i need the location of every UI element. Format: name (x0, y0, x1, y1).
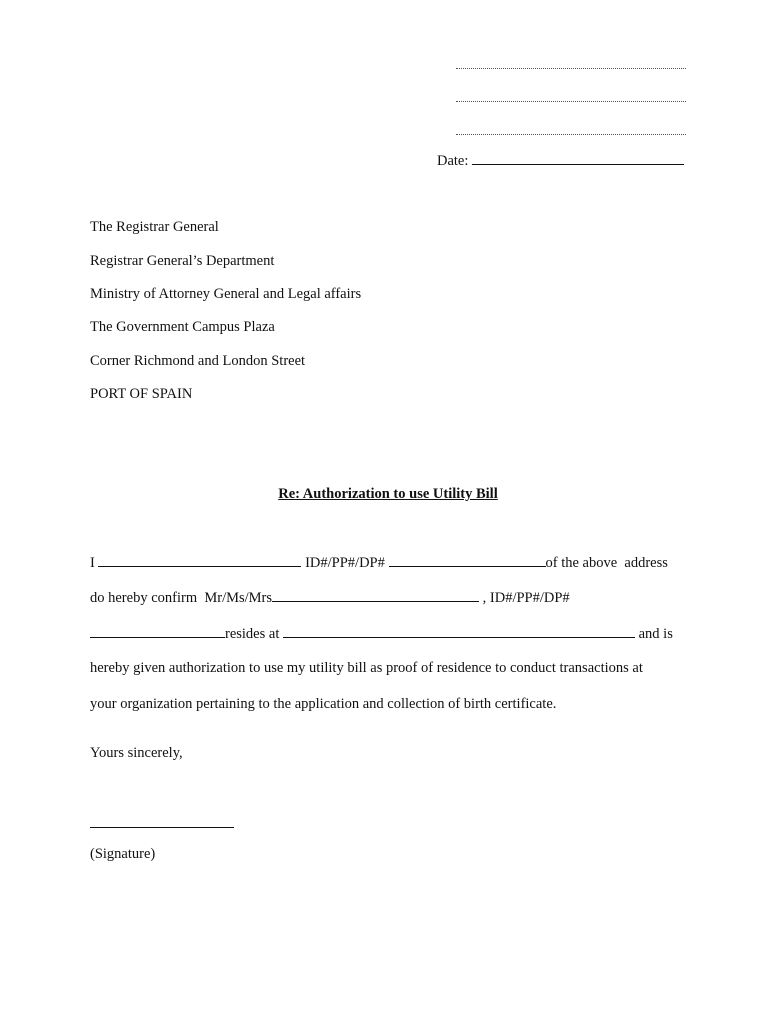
body-l1-suffix: of the above address (545, 555, 668, 571)
sender-address-line-1 (456, 56, 686, 69)
signature-line (90, 815, 234, 828)
date-blank (472, 152, 684, 165)
sender-address-line-3 (456, 122, 686, 135)
body-l2-id-label: , ID#/PP#/DP# (482, 590, 570, 606)
body-line-5: your organization pertaining to the application and collection of birth certificate. (90, 696, 557, 712)
recipient-line-6: PORT OF SPAIN (90, 386, 193, 402)
recipient-line-1: The Registrar General (90, 219, 219, 235)
recipient-line-4: The Government Campus Plaza (90, 319, 275, 335)
recipient-line-5: Corner Richmond and London Street (90, 353, 306, 369)
closing-text: Yours sincerely, (90, 745, 183, 761)
body-l1-prefix: I (90, 555, 95, 571)
date-label: Date: (437, 153, 469, 169)
recipient-line-2: Registrar General’s Department (90, 253, 275, 269)
sender-address-line-2 (456, 89, 686, 102)
body-l3-suffix: and is (638, 626, 673, 642)
subject-heading: Re: Authorization to use Utility Bill (278, 486, 498, 502)
signature-label: (Signature) (90, 846, 156, 862)
body-line-4: hereby given authorization to use my utility bill as proof of residence to conduct transactions at (90, 660, 643, 676)
body-line-1 (90, 554, 668, 572)
body-l2-prefix: do hereby confirm Mr/Ms/Mrs (90, 590, 273, 606)
id-blank-1 (389, 554, 546, 567)
body-l1-id-label: ID#/PP#/DP# (305, 555, 385, 571)
body-line-3 (90, 625, 673, 643)
address-blank (283, 625, 635, 638)
recipient-line-3: Ministry of Attorney General and Legal affairs (90, 286, 362, 302)
name-blank (98, 554, 301, 567)
date-field (437, 152, 684, 170)
body-l3-resides: resides at (225, 626, 280, 642)
resident-name-blank (272, 589, 479, 602)
body-line-2 (90, 589, 570, 607)
id-blank-2 (90, 625, 225, 638)
